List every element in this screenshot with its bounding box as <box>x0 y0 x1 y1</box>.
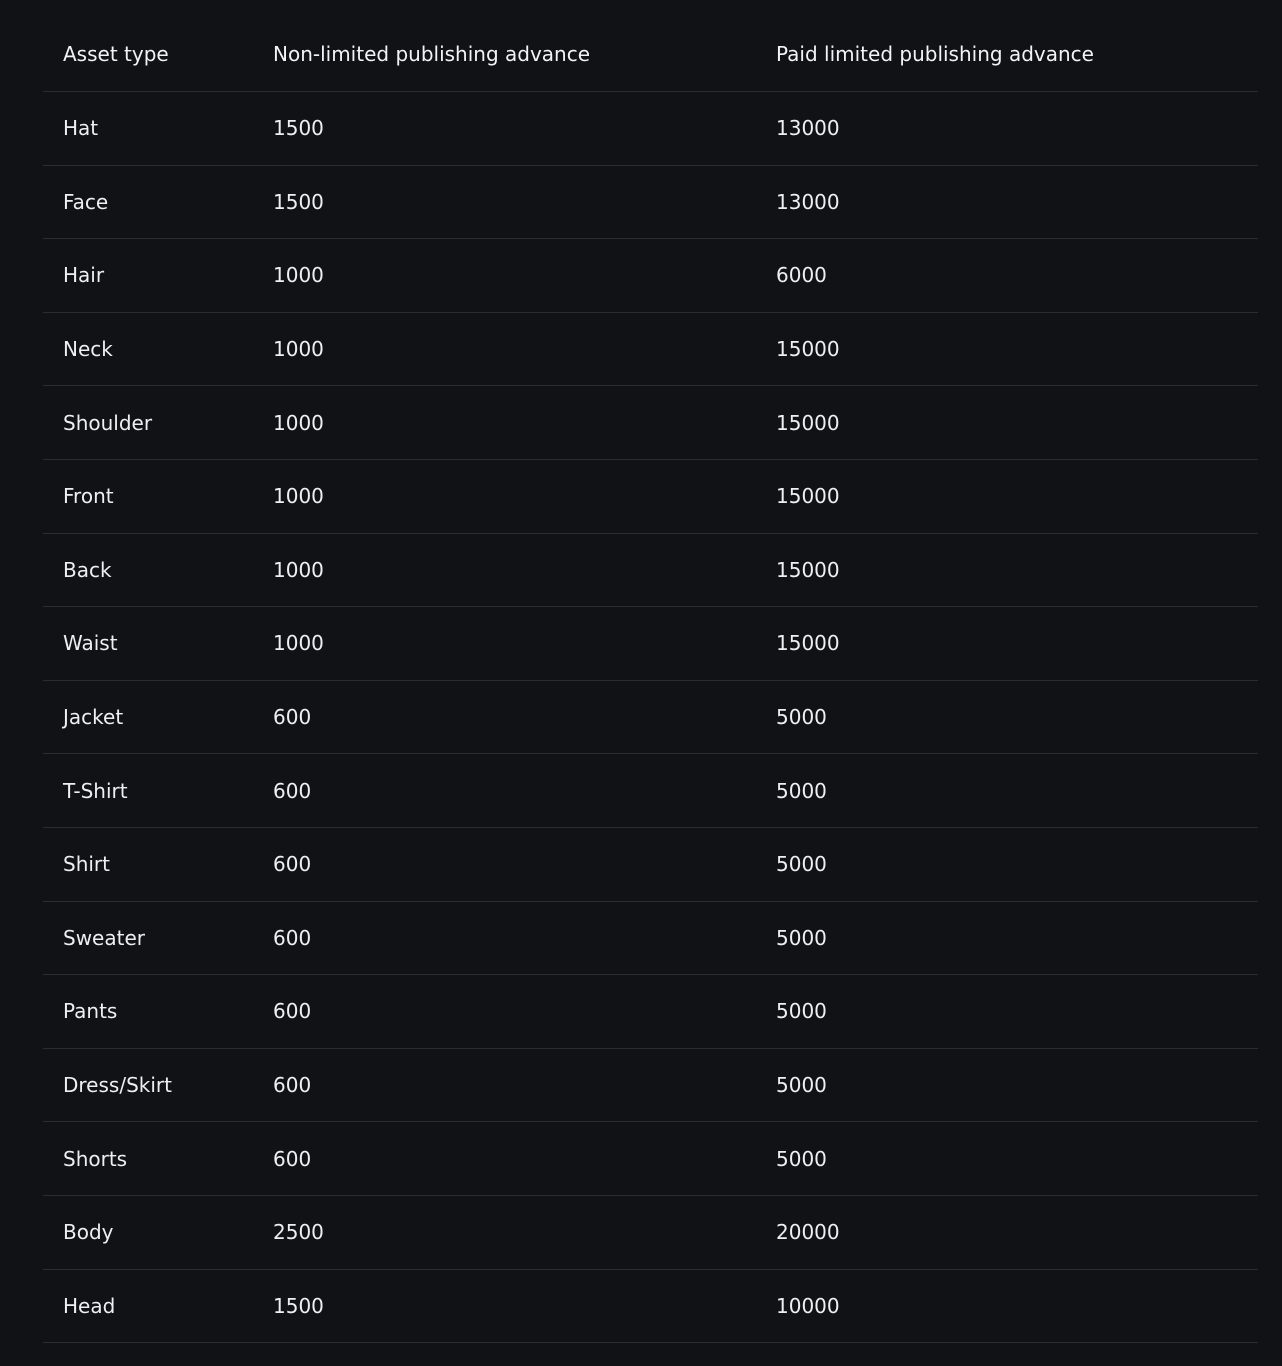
non-limited-advance-cell: 600 <box>253 754 756 828</box>
publishing-advance-table <box>43 17 1258 1343</box>
non-limited-advance-cell: 600 <box>253 827 756 901</box>
asset-type-cell: Sweater <box>43 901 253 975</box>
non-limited-advance-cell: 1000 <box>253 386 756 460</box>
table-row <box>43 165 1258 239</box>
asset-type-cell: Pants <box>43 975 253 1049</box>
non-limited-advance-cell: 600 <box>253 1122 756 1196</box>
table-header <box>43 17 1258 92</box>
asset-type-cell: Hair <box>43 239 253 313</box>
asset-type-cell: Neck <box>43 312 253 386</box>
table-row <box>43 827 1258 901</box>
table-body <box>43 92 1258 1343</box>
paid-limited-advance-cell: 5000 <box>756 901 1258 975</box>
non-limited-advance-cell: 1000 <box>253 607 756 681</box>
table-row <box>43 901 1258 975</box>
table-row <box>43 680 1258 754</box>
asset-type-cell: Head <box>43 1269 253 1343</box>
non-limited-advance-cell: 600 <box>253 680 756 754</box>
paid-limited-advance-cell: 15000 <box>756 386 1258 460</box>
header-asset-type: Asset type <box>43 17 253 92</box>
asset-type-cell: Waist <box>43 607 253 681</box>
asset-type-cell: Back <box>43 533 253 607</box>
asset-type-cell: Body <box>43 1195 253 1269</box>
non-limited-advance-cell: 1000 <box>253 312 756 386</box>
table-row <box>43 239 1258 313</box>
paid-limited-advance-cell: 5000 <box>756 754 1258 828</box>
table-row <box>43 1195 1258 1269</box>
table-row <box>43 975 1258 1049</box>
non-limited-advance-cell: 1000 <box>253 239 756 313</box>
advance-table-container <box>43 17 1258 1343</box>
non-limited-advance-cell: 600 <box>253 975 756 1049</box>
non-limited-advance-cell: 2500 <box>253 1195 756 1269</box>
asset-type-cell: Hat <box>43 92 253 166</box>
non-limited-advance-cell: 1500 <box>253 92 756 166</box>
table-row <box>43 312 1258 386</box>
non-limited-advance-cell: 1000 <box>253 533 756 607</box>
paid-limited-advance-cell: 5000 <box>756 1048 1258 1122</box>
asset-type-cell: T-Shirt <box>43 754 253 828</box>
table-row <box>43 1269 1258 1343</box>
non-limited-advance-cell: 600 <box>253 901 756 975</box>
asset-type-cell: Dress/Skirt <box>43 1048 253 1122</box>
header-paid-limited-advance: Paid limited publishing advance <box>756 17 1258 92</box>
table-row <box>43 533 1258 607</box>
paid-limited-advance-cell: 10000 <box>756 1269 1258 1343</box>
paid-limited-advance-cell: 5000 <box>756 827 1258 901</box>
paid-limited-advance-cell: 13000 <box>756 165 1258 239</box>
asset-type-cell: Shoulder <box>43 386 253 460</box>
asset-type-cell: Shirt <box>43 827 253 901</box>
paid-limited-advance-cell: 6000 <box>756 239 1258 313</box>
table-row <box>43 1122 1258 1196</box>
asset-type-cell: Face <box>43 165 253 239</box>
non-limited-advance-cell: 1500 <box>253 165 756 239</box>
paid-limited-advance-cell: 20000 <box>756 1195 1258 1269</box>
paid-limited-advance-cell: 5000 <box>756 975 1258 1049</box>
table-row <box>43 754 1258 828</box>
table-row <box>43 607 1258 681</box>
paid-limited-advance-cell: 5000 <box>756 680 1258 754</box>
non-limited-advance-cell: 1000 <box>253 459 756 533</box>
non-limited-advance-cell: 600 <box>253 1048 756 1122</box>
asset-type-cell: Shorts <box>43 1122 253 1196</box>
header-row <box>43 17 1258 92</box>
paid-limited-advance-cell: 13000 <box>756 92 1258 166</box>
paid-limited-advance-cell: 15000 <box>756 533 1258 607</box>
table-row <box>43 386 1258 460</box>
asset-type-cell: Jacket <box>43 680 253 754</box>
table-row <box>43 92 1258 166</box>
paid-limited-advance-cell: 15000 <box>756 312 1258 386</box>
header-non-limited-advance: Non-limited publishing advance <box>253 17 756 92</box>
asset-type-cell: Front <box>43 459 253 533</box>
paid-limited-advance-cell: 15000 <box>756 459 1258 533</box>
paid-limited-advance-cell: 15000 <box>756 607 1258 681</box>
table-row <box>43 459 1258 533</box>
table-row <box>43 1048 1258 1122</box>
paid-limited-advance-cell: 5000 <box>756 1122 1258 1196</box>
non-limited-advance-cell: 1500 <box>253 1269 756 1343</box>
